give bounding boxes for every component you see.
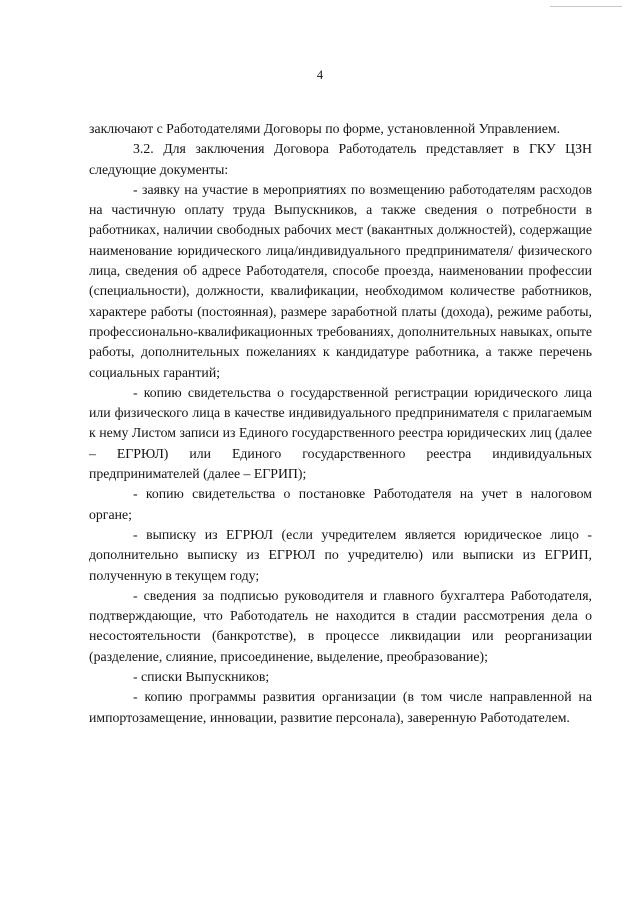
paragraph: - копию свидетельства о постановке Работодателя на учет в налоговом органе; (89, 486, 592, 522)
paragraph: - заявку на участие в мероприятиях по возмещению работодателям расходов на частичную оплату труда Выпускников, а также сведения о потребности в работниках, наличии свободных рабочих мест (вакантных должностей), содержащие наименование юридического лица/индивидуального предпринимателя/ физического лица, сведения об адресе Работодателя, способе проезда, наименовании профессии (специальности), должности, квалификации, необходимом количестве работников, характере работы (постоянная), размере заработной платы (дохода), режиме работы, профессионально-квалификационных требованиях, дополнительных навыках, опыте работы, дополнительных пожеланиях к кандидатуре работника, а также перечень социальных гарантий; (89, 181, 592, 380)
page-number: 4 (316, 68, 324, 82)
paragraph: - выписку из ЕГРЮЛ (если учредителем является юридическое лицо - дополнительно выписку из ЕГРЮЛ по учредителю) или выписки из ЕГРИП, полученную в текущем году; (89, 526, 592, 583)
paragraph: - копию свидетельства о государственной регистрации юридического лица или физического лица в качестве индивидуального предпринимателя с прилагаемым к нему Листом записи из Единого государственного реестра юридических лиц (далее – ЕГРЮЛ) или Единого государственного реестра индивидуальных предпринимателей (далее – ЕГРИП); (89, 384, 592, 482)
paragraph: заключают с Работодателями Договоры по форме, установленной Управлением. (89, 121, 561, 136)
document-body (89, 119, 592, 728)
paragraph: - сведения за подписью руководителя и главного бухгалтера Работодателя, подтверждающие, что Работодатель не находится в стадии рассмотрения дела о несостоятельности (банкротстве), в процессе ликвидации или реорганизации (разделение, слияние, присоединение, выделение, преобразование); (89, 587, 592, 664)
paragraph: 3.2. Для заключения Договора Работодатель представляет в ГКУ ЦЗН следующие документы: (89, 141, 592, 177)
paragraph: - списки Выпускников; (133, 669, 270, 685)
paragraph: - копию программы развития организации (в том числе направленной на импортозамещение, инновации, развитие персонала), заверенную Работодателем. (89, 689, 592, 725)
scan-edge-mark (550, 0, 622, 7)
